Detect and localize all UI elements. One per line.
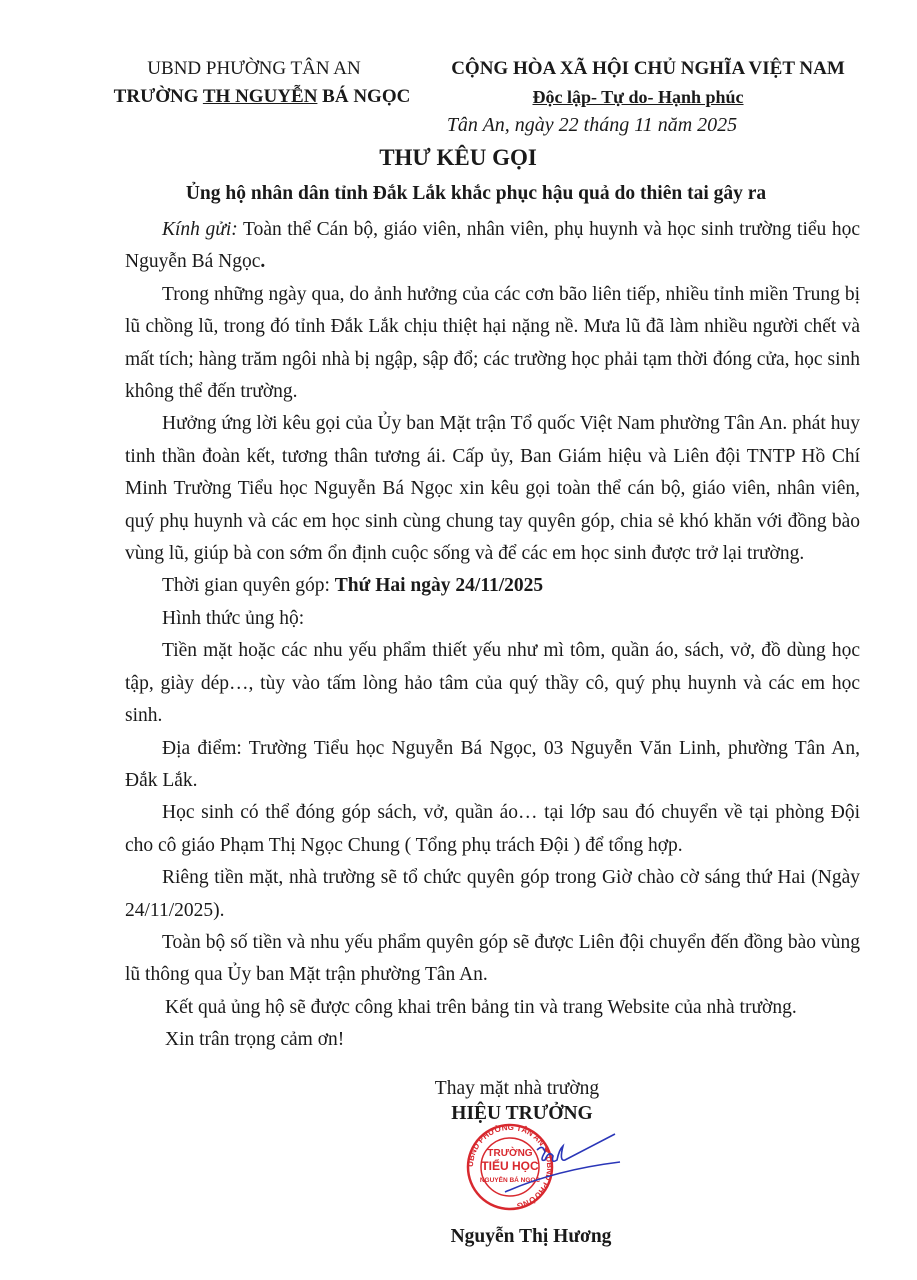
donation-time [125, 570, 860, 602]
recipient-text: Toàn thể Cán bộ, giáo viên, nhân viên, phụ huynh và học sinh trường tiểu học Nguyễn Bá Ngọc [125, 219, 860, 273]
school-name-suffix: BÁ NGỌC [317, 86, 411, 107]
svg-text:NGUYỄN BÁ NGỌC: NGUYỄN BÁ NGỌC [479, 1177, 541, 1184]
school-name [114, 86, 411, 108]
school-name-prefix: TRƯỜNG [113, 86, 203, 107]
document-body [125, 214, 860, 1057]
signer-position: HIỆU TRƯỞNG [451, 1103, 593, 1124]
paragraph-location: Địa điểm: Trường Tiểu học Nguyễn Bá Ngọc, 03 Nguyễn Văn Linh, phường Tân An, Đắk Lắk. [125, 737, 860, 791]
on-behalf-label: Thay mặt nhà trường [434, 1078, 600, 1099]
official-stamp-icon [465, 1122, 645, 1212]
paragraph-thanks: Xin trân trọng cảm ơn! [165, 1029, 345, 1051]
paragraph-students: Học sinh có thể đóng góp sách, vở, quần áo… tại lớp sau đó chuyển về tại phòng Đội cho cô giáo Phạm Thị Ngọc Chung ( Tổng phụ trách Đội ) để tổng hợp. [125, 802, 860, 856]
document-title: THƯ KÊU GỌI [379, 145, 537, 170]
svg-text:UBND PHƯỜNG TÂN AN ★ UBND PHƯỜ: UBND PHƯỜNG TÂN AN ★ UBND PHƯỜNG [465, 1122, 555, 1211]
paragraph-result: Kết quả ủng hộ sẽ được công khai trên bảng tin và trang Website của nhà trường. [165, 996, 797, 1018]
document-subtitle: Ủng hộ nhân dân tỉnh Đắk Lắk khắc phục hậu quả do thiên tai gây ra [185, 183, 767, 204]
recipient [125, 214, 860, 279]
signer-name: Nguyễn Thị Hương [450, 1226, 612, 1247]
paragraph-cash: Riêng tiền mặt, nhà trường sẽ tổ chức quyên góp trong Giờ chào cờ sáng thứ Hai (Ngày 24/11/2025). [125, 867, 860, 921]
authority-name: UBND PHƯỜNG TÂN AN [147, 58, 361, 79]
recipient-end: . [260, 251, 266, 273]
donation-time-value: Thứ Hai ngày 24/11/2025 [334, 575, 544, 597]
donation-form-label: Hình thức ủng hộ: [162, 607, 305, 629]
school-name-underlined: TH NGUYỄN [202, 86, 318, 107]
donation-time-label: Thời gian quyên góp: [162, 575, 335, 597]
national-title: CỘNG HÒA XÃ HỘI CHỦ NGHĨA VIỆT NAM [451, 58, 845, 79]
recipient-label: Kính gửi: [162, 219, 238, 240]
svg-text:TRƯỜNG: TRƯỜNG [487, 1148, 533, 1159]
svg-text:TIỂU HỌC: TIỂU HỌC [481, 1159, 539, 1173]
paragraph-transfer: Toàn bộ số tiền và nhu yếu phẩm quyên góp sẽ được Liên đội chuyển đến đồng bào vùng lũ thông qua Ủy ban Mặt trận phường Tân An. [125, 931, 860, 986]
paragraph-donation-form: Tiền mặt hoặc các nhu yếu phẩm thiết yếu như mì tôm, quần áo, sách, vở, đồ dùng học tập, giày dép…, tùy vào tấm lòng hảo tâm của quý thầy cô, quý phụ huynh và các em học sinh. [125, 640, 860, 727]
national-motto: Độc lập- Tự do- Hạnh phúc [532, 87, 744, 107]
paragraph-situation: Trong những ngày qua, do ảnh hưởng của các cơn bão liên tiếp, nhiều tỉnh miền Trung bị lũ chồng lũ, trong đó tỉnh Đắk Lắk chịu thiệt hại nặng nề. Mưa lũ đã làm nhiều người chết và mất tích; hàng trăm ngôi nhà bị ngập, sập đổ; các trường học phải tạm thời đóng cửa, học sinh không thể đến trường. [125, 283, 860, 403]
paragraph-appeal: Hưởng ứng lời kêu gọi của Ủy ban Mặt trận Tổ quốc Việt Nam phường Tân An. phát huy tinh thần đoàn kết, tương thân tương ái. Cấp ủy, Ban Giám hiệu và Liên đội TNTP Hồ Chí Minh Trường Tiểu học Nguyễn Bá Ngọc xin kêu gọi toàn thể cán bộ, giáo viên, nhân viên, quý phụ huynh và các em học sinh cùng chung tay quyên góp, chia sẻ khó khăn với đồng bào vùng lũ, giúp bà con sớm ổn định cuộc sống và để các em học sinh được trở lại trường. [125, 413, 860, 565]
document-date: Tân An, ngày 22 tháng 11 năm 2025 [446, 114, 738, 136]
